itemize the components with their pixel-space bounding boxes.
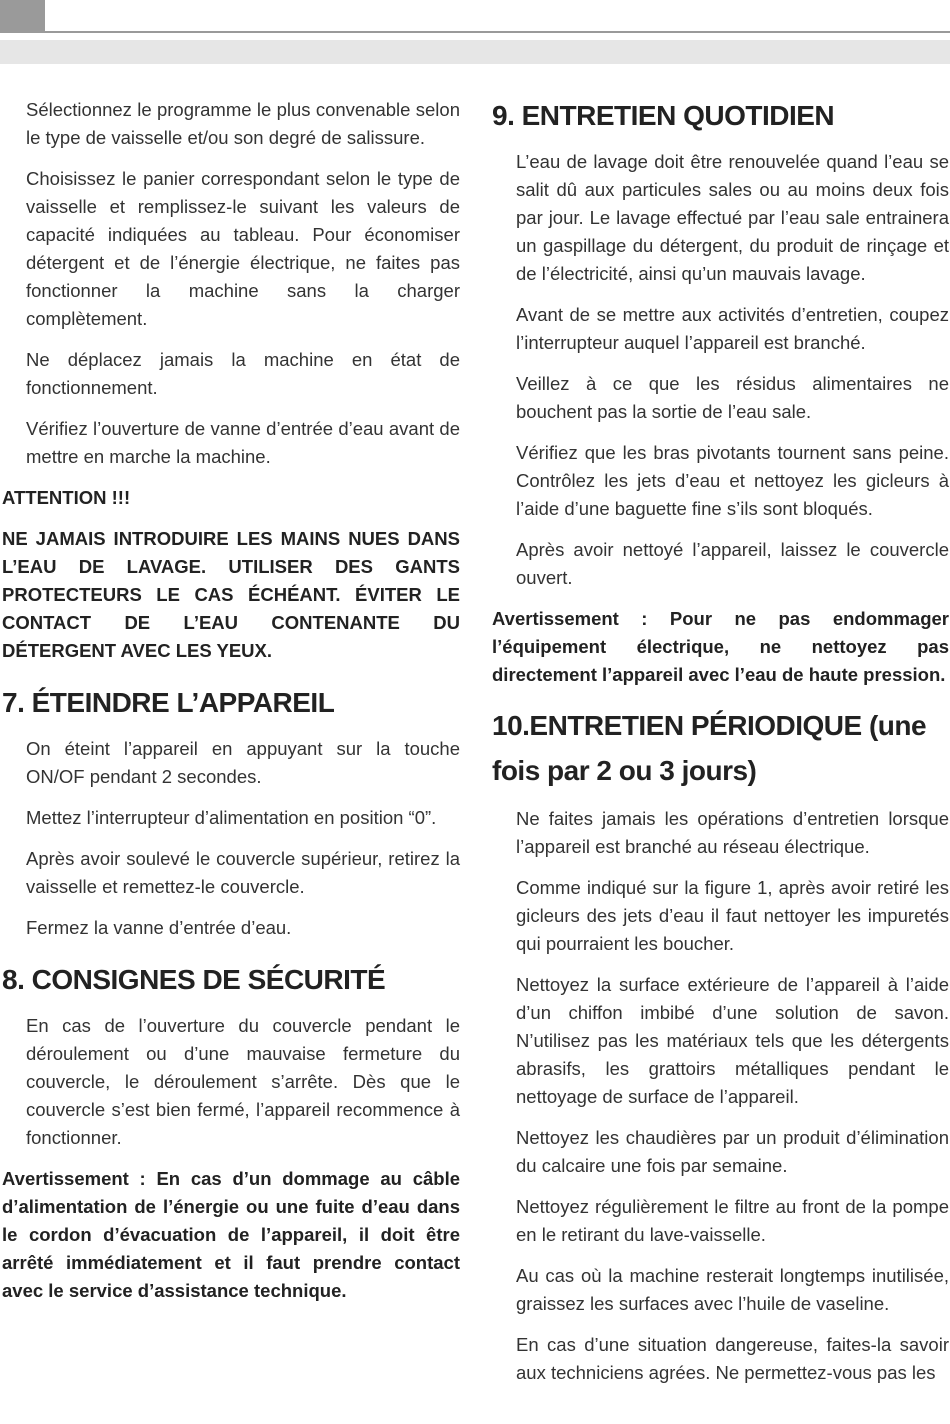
attention-text: NE JAMAIS INTRODUIRE LES MAINS NUES DANS L’EAU DE LAVAGE. UTILISER DES GANTS PROTECTEURS LE CAS ÉCHÉANT. ÉVITER LE CONTACT DE L’EAU CONTENANTE DU DÉTERGENT AVEC LES YEUX. [2, 528, 460, 661]
section-10-paragraph: Nettoyez la surface extérieure de l’appareil à l’aide d’un chiffon imbibé d’une solution de savon. N’utilisez pas les matériaux tels que les détergents abrasifs, les grattoirs métalliques pendant le nettoyage de surface de l’appareil. [516, 974, 949, 1107]
section-9-paragraph: L’eau de lavage doit être renouvelée quand l’eau se salit dû aux particules sales ou au moins deux fois par jour. Le lavage effectué par l’eau sale entrainera un gaspillage du détergent, du produit de rinçage et de l’électricité, ainsi qu’un mauvais lavage. [516, 151, 949, 284]
section-10-paragraph: Nettoyez les chaudières par un produit d’élimination du calcaire une fois par semaine. [516, 1127, 949, 1176]
section-10-paragraph: En cas d’une situation dangereuse, faites-la savoir aux techniciens agrées. Ne permettez-vous pas les [516, 1334, 949, 1383]
intro-paragraph: Ne déplacez jamais la machine en état de fonctionnement. [26, 349, 460, 398]
section-8-paragraph: En cas de l’ouverture du couvercle pendant le déroulement ou d’une mauvaise fermeture du couvercle, le déroulement s’arrête. Dès que le couvercle s’est bien fermé, l’appareil recommence à fonctionner. [26, 1015, 460, 1148]
section-9-title: 9. ENTRETIEN QUOTIDIEN [492, 100, 835, 131]
header-band [0, 40, 950, 64]
section-7-paragraph: Après avoir soulevé le couvercle supérieur, retirez la vaisselle et remettez-le couvercle. [26, 848, 460, 897]
section-7-paragraph: Fermez la vanne d’entrée d’eau. [26, 917, 292, 938]
section-9-paragraph: Avant de se mettre aux activités d’entretien, coupez l’interrupteur auquel l’appareil est branché. [516, 304, 949, 353]
section-10-paragraph: Au cas où la machine resterait longtemps inutilisée, graissez les surfaces avec l’huile de vaseline. [516, 1265, 949, 1314]
header-square [0, 0, 45, 33]
section-9-paragraph: Après avoir nettoyé l’appareil, laissez le couvercle ouvert. [516, 539, 949, 588]
section-10-paragraph: Nettoyez régulièrement le filtre au front de la pompe en le retirant du lave-vaisselle. [516, 1196, 949, 1245]
section-9-warning: Avertissement : Pour ne pas endommager l’équipement électrique, ne nettoyez pas directement l’appareil avec l’eau de haute pression. [492, 608, 949, 685]
section-8-warning: Avertissement : En cas d’un dommage au câble d’alimentation de l’énergie ou une fuite d’eau dans le cordon d’évacuation de l’appareil, il doit être arrêté immédiatement et il faut prendre contact avec le service d’assistance technique. [2, 1168, 460, 1301]
left-column [2, 96, 460, 1318]
intro-paragraph: Vérifiez l’ouverture de vanne d’entrée d’eau avant de mettre en marche la machine. [26, 418, 460, 467]
header-rule [45, 31, 950, 33]
intro-paragraph: Sélectionnez le programme le plus convenable selon le type de vaisselle et/ou son degré de salissure. [26, 99, 460, 148]
attention-label: ATTENTION !!! [2, 487, 131, 508]
section-10-paragraph: Comme indiqué sur la figure 1, après avoir retiré les gicleurs des jets d’eau il faut nettoyer les impuretés qui pourraient les boucher. [516, 877, 949, 954]
section-7-paragraph: Mettez l’interrupteur d’alimentation en position “0”. [26, 807, 437, 828]
section-9-paragraph: Vérifiez que les bras pivotants tournent sans peine. Contrôlez les jets d’eau et nettoyez les gicleurs à l’aide d’une baguette fine s’ils sont bloqués. [516, 442, 949, 519]
intro-paragraph: Choisissez le panier correspondant selon le type de vaisselle et remplissez-le suivant les valeurs de capacité indiquées au tableau. Pour économiser détergent et de l’énergie électrique, ne faites pas fonctionner la machine sans la charger complètement. [26, 168, 460, 329]
section-7-paragraph: On éteint l’appareil en appuyant sur la touche ON/OF pendant 2 secondes. [26, 738, 460, 787]
section-7-title: 7. ÉTEINDRE L’APPAREIL [2, 687, 335, 718]
right-column [492, 96, 949, 1400]
section-10-title: 10.ENTRETIEN PÉRIODIQUE (une fois par 2 ou 3 jours) [492, 710, 927, 786]
section-9-paragraph: Veillez à ce que les résidus alimentaires ne bouchent pas la sortie de l’eau sale. [516, 373, 949, 422]
section-10-paragraph: Ne faites jamais les opérations d’entretien lorsque l’appareil est branché au réseau électrique. [516, 808, 949, 857]
section-8-title: 8. CONSIGNES DE SÉCURITÉ [2, 964, 386, 995]
